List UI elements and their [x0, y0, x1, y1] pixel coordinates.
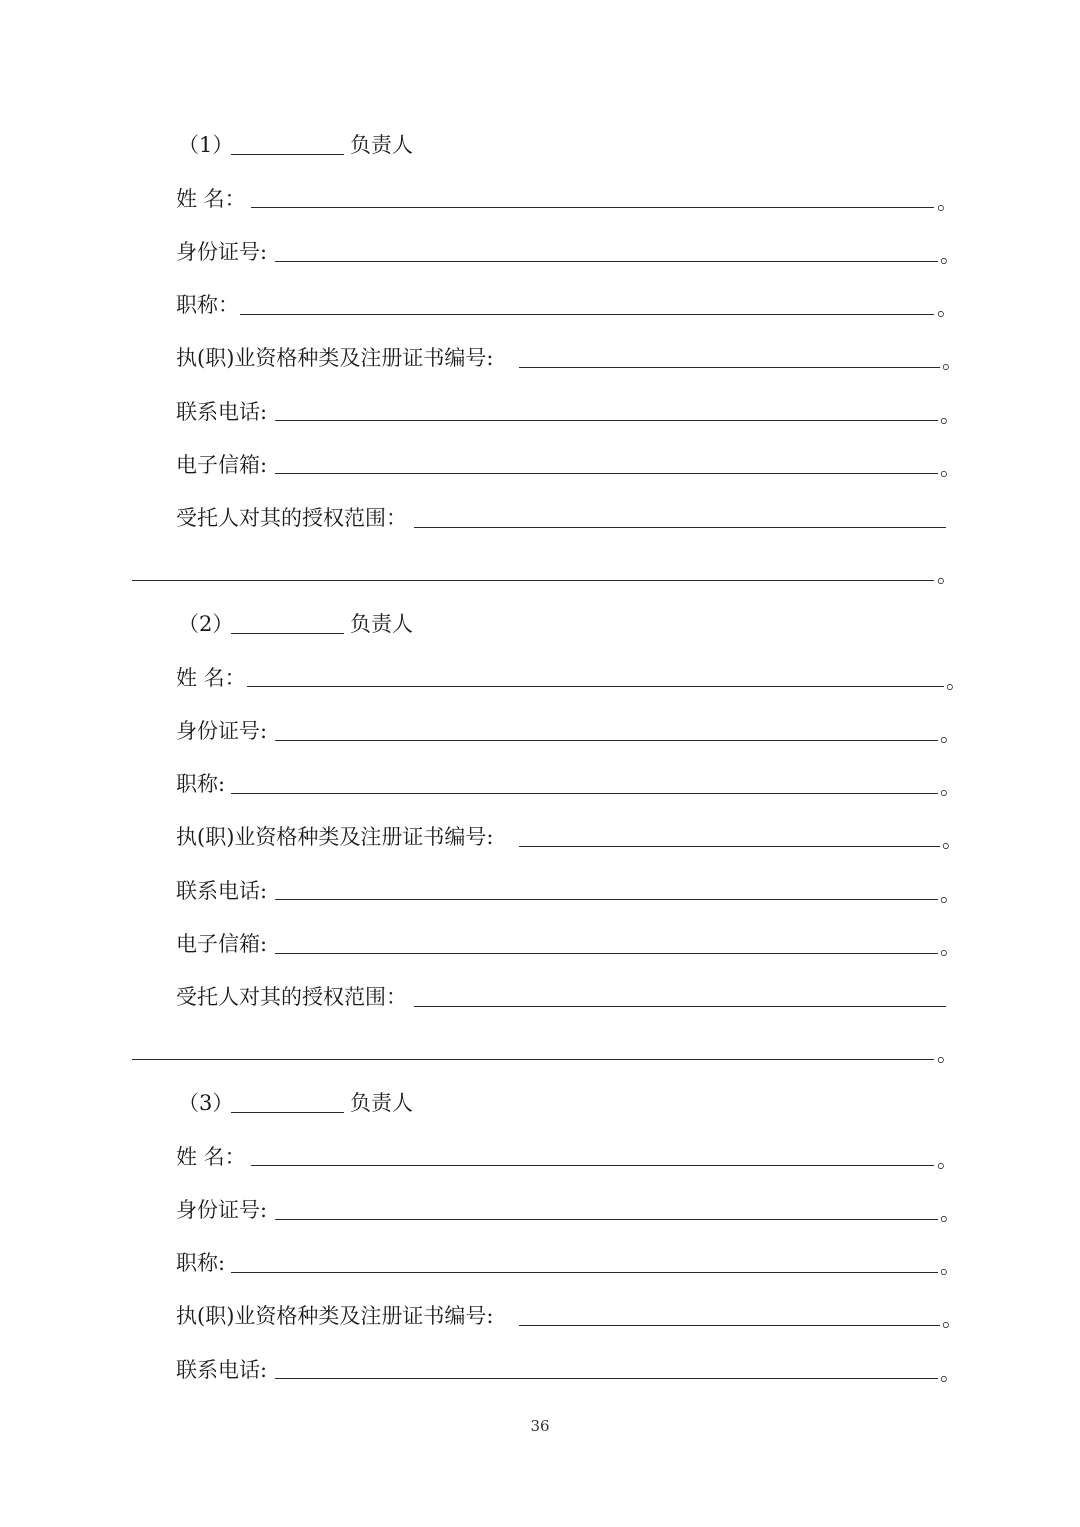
period: 。 [940, 1254, 961, 1278]
period: 。 [942, 828, 963, 852]
cert-field[interactable] [519, 367, 940, 368]
cert-label: 执(职)业资格种类及注册证书编号: [176, 346, 494, 370]
email-label: 电子信箱: [176, 932, 268, 956]
title-label: 职称: [176, 772, 226, 796]
title-field[interactable] [240, 314, 934, 315]
period: 。 [937, 190, 958, 214]
cert-label: 执(职)业资格种类及注册证书编号: [176, 1304, 494, 1328]
period: 。 [940, 1361, 961, 1385]
phone-label: 联系电话: [176, 879, 268, 903]
phone-label: 联系电话: [176, 1358, 268, 1382]
email-label: 电子信箱: [176, 453, 268, 477]
period: 。 [940, 243, 961, 267]
title-label: 职称: [176, 1251, 226, 1275]
period: 。 [940, 1201, 961, 1225]
scope-field-line-2[interactable] [132, 1059, 934, 1060]
role-label: 负责人 [350, 1091, 413, 1115]
period: 。 [937, 296, 958, 320]
id-field[interactable] [275, 740, 938, 741]
period: 。 [940, 456, 961, 480]
period: 。 [937, 1042, 958, 1066]
phone-field[interactable] [275, 1378, 938, 1379]
period: 。 [940, 935, 961, 959]
name-label: 姓 名： [176, 187, 246, 211]
name-field[interactable] [251, 1165, 934, 1166]
name-label: 姓 名： [176, 666, 246, 690]
id-label: 身份证号: [176, 1198, 268, 1222]
page-number: 36 [530, 1417, 550, 1435]
name-label: 姓 名： [176, 1145, 246, 1169]
period: 。 [940, 882, 961, 906]
unit-blank[interactable] [231, 1112, 344, 1113]
phone-field[interactable] [275, 899, 938, 900]
scope-field-line-1[interactable] [414, 1006, 946, 1007]
section-number: （2） [178, 612, 234, 636]
id-label: 身份证号: [176, 240, 268, 264]
unit-blank[interactable] [231, 633, 344, 634]
title-field[interactable] [231, 1272, 938, 1273]
period: 。 [940, 722, 961, 746]
scope-label: 受托人对其的授权范围： [176, 506, 407, 530]
period: 。 [946, 669, 967, 693]
scope-field-line-2[interactable] [132, 580, 934, 581]
id-label: 身份证号: [176, 719, 268, 743]
email-field[interactable] [275, 473, 938, 474]
section-number: （1） [178, 133, 234, 157]
period: 。 [937, 563, 958, 587]
cert-label: 执(职)业资格种类及注册证书编号: [176, 825, 494, 849]
cert-field[interactable] [519, 1325, 940, 1326]
role-label: 负责人 [350, 133, 413, 157]
period: 。 [937, 1148, 958, 1172]
cert-field[interactable] [519, 846, 940, 847]
phone-field[interactable] [275, 420, 938, 421]
id-field[interactable] [275, 1219, 938, 1220]
scope-label: 受托人对其的授权范围： [176, 985, 407, 1009]
id-field[interactable] [275, 261, 938, 262]
unit-blank[interactable] [231, 154, 344, 155]
title-field[interactable] [231, 793, 938, 794]
phone-label: 联系电话: [176, 400, 268, 424]
section-number: （3） [178, 1091, 234, 1115]
period: 。 [942, 349, 963, 373]
name-field[interactable] [251, 207, 934, 208]
name-field[interactable] [247, 686, 944, 687]
period: 。 [940, 403, 961, 427]
period: 。 [942, 1307, 963, 1331]
title-label: 职称： [176, 293, 239, 317]
email-field[interactable] [275, 953, 938, 954]
period: 。 [940, 775, 961, 799]
scope-field-line-1[interactable] [414, 527, 946, 528]
role-label: 负责人 [350, 612, 413, 636]
